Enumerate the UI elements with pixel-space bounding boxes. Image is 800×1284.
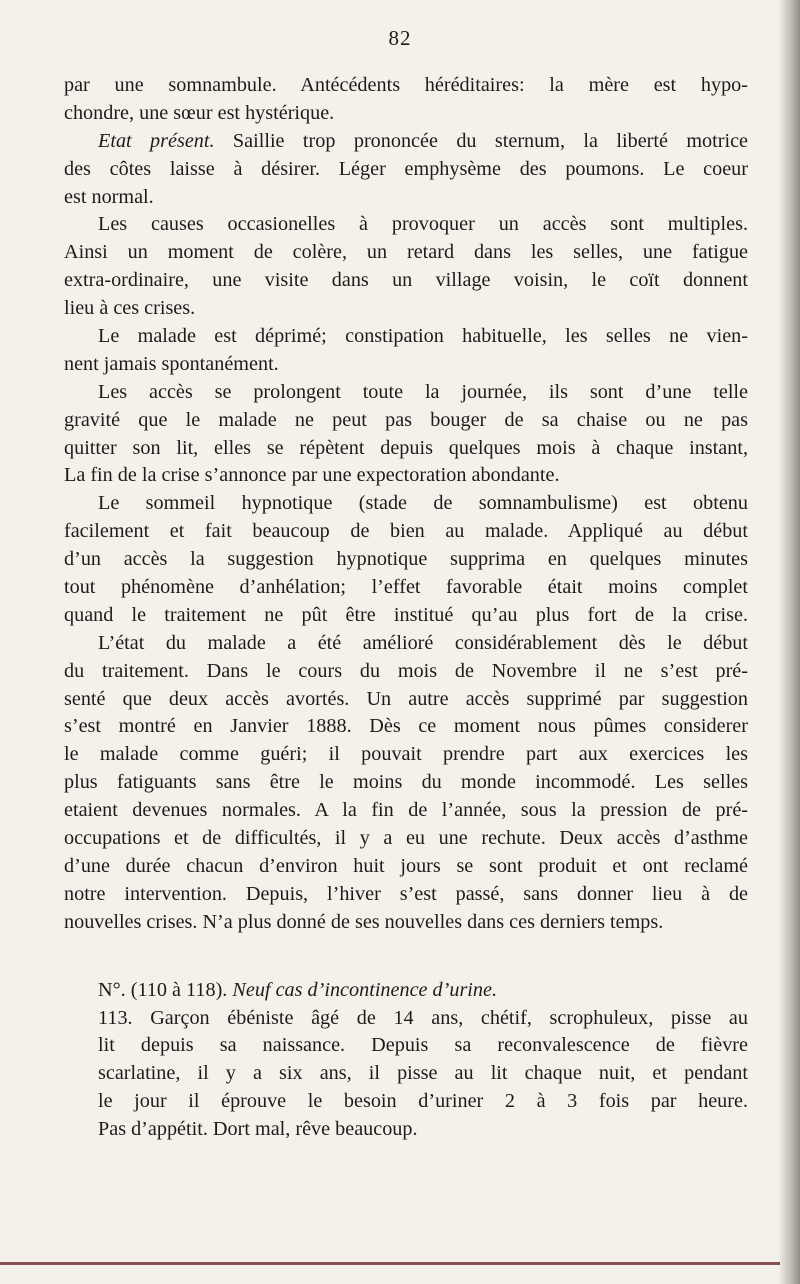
case-line: le jour il éprouve le besoin d’uriner 2 à 3 fois par heure. [98,1090,748,1113]
text-line: des côtes laisse à désirer. Léger emphysème des poumons. Le coeur [64,157,748,180]
text-line: le malade comme guéri; il pouvait prendre part aux exercices les [64,743,748,766]
page-number: 82 [388,26,412,50]
text-line: tout phénomène d’anhélation; l’effet favorable était moins complet [64,576,748,599]
text-line: nent jamais spontanément. [64,352,279,375]
text-line: du traitement. Dans le cours du mois de Novembre il ne s’est pré- [64,659,748,682]
text-line: nouvelles crises. N’a plus donné de ses nouvelles dans ces derniers temps. [64,910,664,933]
text-line: notre intervention. Depuis, l’hiver s’est passé, sans donner lieu à de [64,882,748,905]
page-edge-shadow [778,0,800,1284]
text-line: Le malade est déprimé; constipation habituelle, les selles ne vien- [98,325,748,348]
text-line: Les causes occasionelles à provoquer un accès sont multiples. [98,213,748,236]
text-line: La fin de la crise s’annonce par une expectoration abondante. [64,464,560,487]
text-line: lieu à ces crises. [64,297,196,320]
text-line: Ainsi un moment de colère, un retard dans les selles, une fatigue [64,241,748,264]
body-text [64,72,748,1144]
text-line: occupations et de difficultés, il y a eu une rechute. Deux accès d’asthme [64,827,748,850]
etat-present-label: Etat présent. [98,129,215,152]
text-line: d’une durée chacun d’environ huit jours se sont produit et ont reclamé [64,854,748,877]
section-number: N°. (110 à 118). [98,978,233,1001]
text-line: extra-ordinaire, une visite dans un village voisin, le coït donnent [64,269,748,292]
case-line: Pas d’appétit. Dort mal, rêve beaucoup. [98,1118,418,1141]
text-line: etaient devenues normales. A la fin de l’année, sous la pression de pré- [64,799,748,822]
text-line: Le sommeil hypnotique (stade de somnambulisme) est obtenu [98,492,748,515]
case-line: scarlatine, il y a six ans, il pisse au lit chaque nuit, et pendant [98,1062,748,1085]
section-gap [64,937,748,977]
text-line: plus fatiguants sans être le moins du monde incommodé. Les selles [64,771,748,794]
text-line: Les accès se prolongent toute la journée, ils sont d’une telle [98,380,748,403]
case-line: lit depuis sa naissance. Depuis sa reconvalescence de fièvre [98,1034,748,1057]
text-line: quitter son lit, elles se répètent depuis quelques mois à chaque instant, [64,436,748,459]
section-heading [64,977,748,1005]
text-line: chondre, une sœur est hystérique. [64,101,335,124]
text-line: d’un accès la suggestion hypnotique supprima en quelques minutes [64,548,748,571]
text-line: gravité que le malade ne peut pas bouger de sa chaise ou ne pas [64,408,748,431]
text-line: L’état du malade a été amélioré considérablement dès le début [98,631,748,654]
text-span: Saillie trop prononcée du sternum, la liberté motrice [214,129,749,152]
text-line: senté que deux accès avortés. Un autre accès supprimé par suggestion [64,687,748,710]
text-line: facilement et fait beaucoup de bien au malade. Appliqué au début [64,520,748,543]
bottom-edge-line [0,1262,780,1265]
case-line: 113. Garçon ébéniste âgé de 14 ans, chétif, scrophuleux, pisse au [98,1006,748,1029]
text-line: par une somnambule. Antécédents héréditaires: la mère est hypo- [64,74,748,96]
text-line: est normal. [64,185,154,208]
section-title: Neuf cas d’incontinence d’urine. [232,978,498,1001]
text-line: quand le traitement ne pût être institué qu’au plus fort de la crise. [64,603,748,626]
text-line: s’est montré en Janvier 1888. Dès ce moment nous pûmes considerer [64,715,748,738]
text-line [64,128,748,156]
